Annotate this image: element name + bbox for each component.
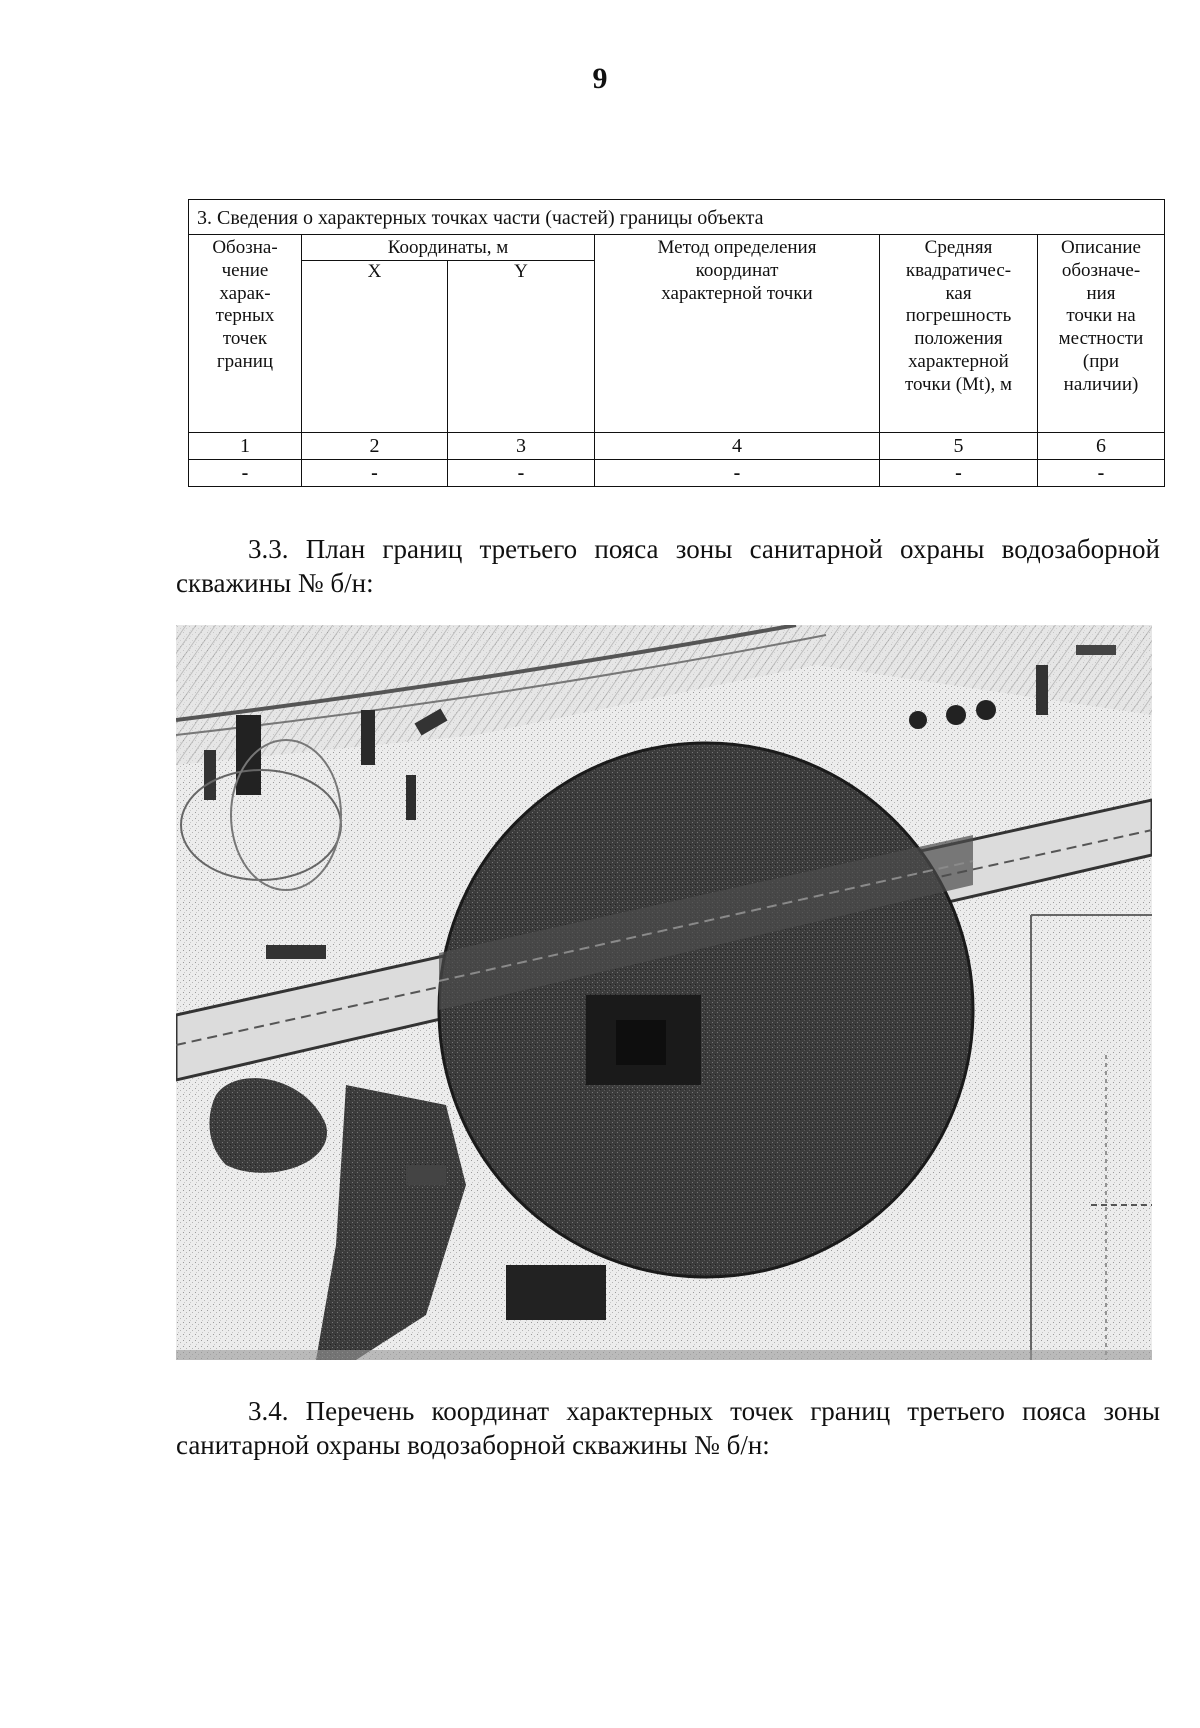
map-building: [1036, 665, 1048, 715]
page-number: 9: [592, 62, 608, 95]
map-building: [406, 775, 416, 820]
col-header-x: X: [302, 260, 448, 432]
table-cell: -: [1038, 459, 1165, 486]
section-3-3-text: 3.3. План границ третьего пояса зоны санитарной охраны водозаборной скважины № б/н:: [176, 534, 1160, 598]
column-number: 3: [448, 432, 595, 459]
column-number: 1: [189, 432, 302, 459]
boundary-plan-map: [176, 625, 1152, 1360]
column-number: 4: [595, 432, 880, 459]
column-number: 6: [1038, 432, 1165, 459]
map-tank: [946, 705, 966, 725]
col-header-mean-error: Средняя квадратичес- кая погрешность положения характерной точки (Mt), м: [880, 235, 1038, 433]
map-building: [266, 945, 326, 959]
col-header-point-designation: Обозна- чение харак- терных точек границ: [189, 235, 302, 433]
map-building: [361, 710, 375, 765]
table-cell: -: [302, 459, 448, 486]
table-cell: -: [189, 459, 302, 486]
map-tank: [909, 711, 927, 729]
boundary-points-table: [188, 199, 1165, 487]
sanitary-zone-circle: [439, 743, 973, 1277]
col-header-coordinates: Координаты, м: [302, 235, 595, 261]
table-cell: -: [595, 459, 880, 486]
section-3-3-heading: [176, 532, 1160, 600]
map-building: [506, 1265, 606, 1320]
column-number: 2: [302, 432, 448, 459]
table-caption: 3. Сведения о характерных точках части (частей) границы объекта: [189, 200, 1165, 235]
table-cell: -: [880, 459, 1038, 486]
section-3-4-heading: [176, 1394, 1160, 1462]
col-header-description: Описание обозначе- ния точки на местности (при наличии): [1038, 235, 1165, 433]
table-row: [189, 459, 1165, 486]
map-building: [236, 715, 261, 795]
col-header-method: Метод определения координат характерной точки: [595, 235, 880, 433]
map-tank: [976, 700, 996, 720]
section-3-4-text: 3.4. Перечень координат характерных точек границ третьего пояса зоны санитарной охраны водозаборной скважины № б/н:: [176, 1396, 1160, 1460]
table-cell: -: [448, 459, 595, 486]
column-number: 5: [880, 432, 1038, 459]
map-building: [204, 750, 216, 800]
col-header-y: Y: [448, 260, 595, 432]
column-number-row: [189, 432, 1165, 459]
